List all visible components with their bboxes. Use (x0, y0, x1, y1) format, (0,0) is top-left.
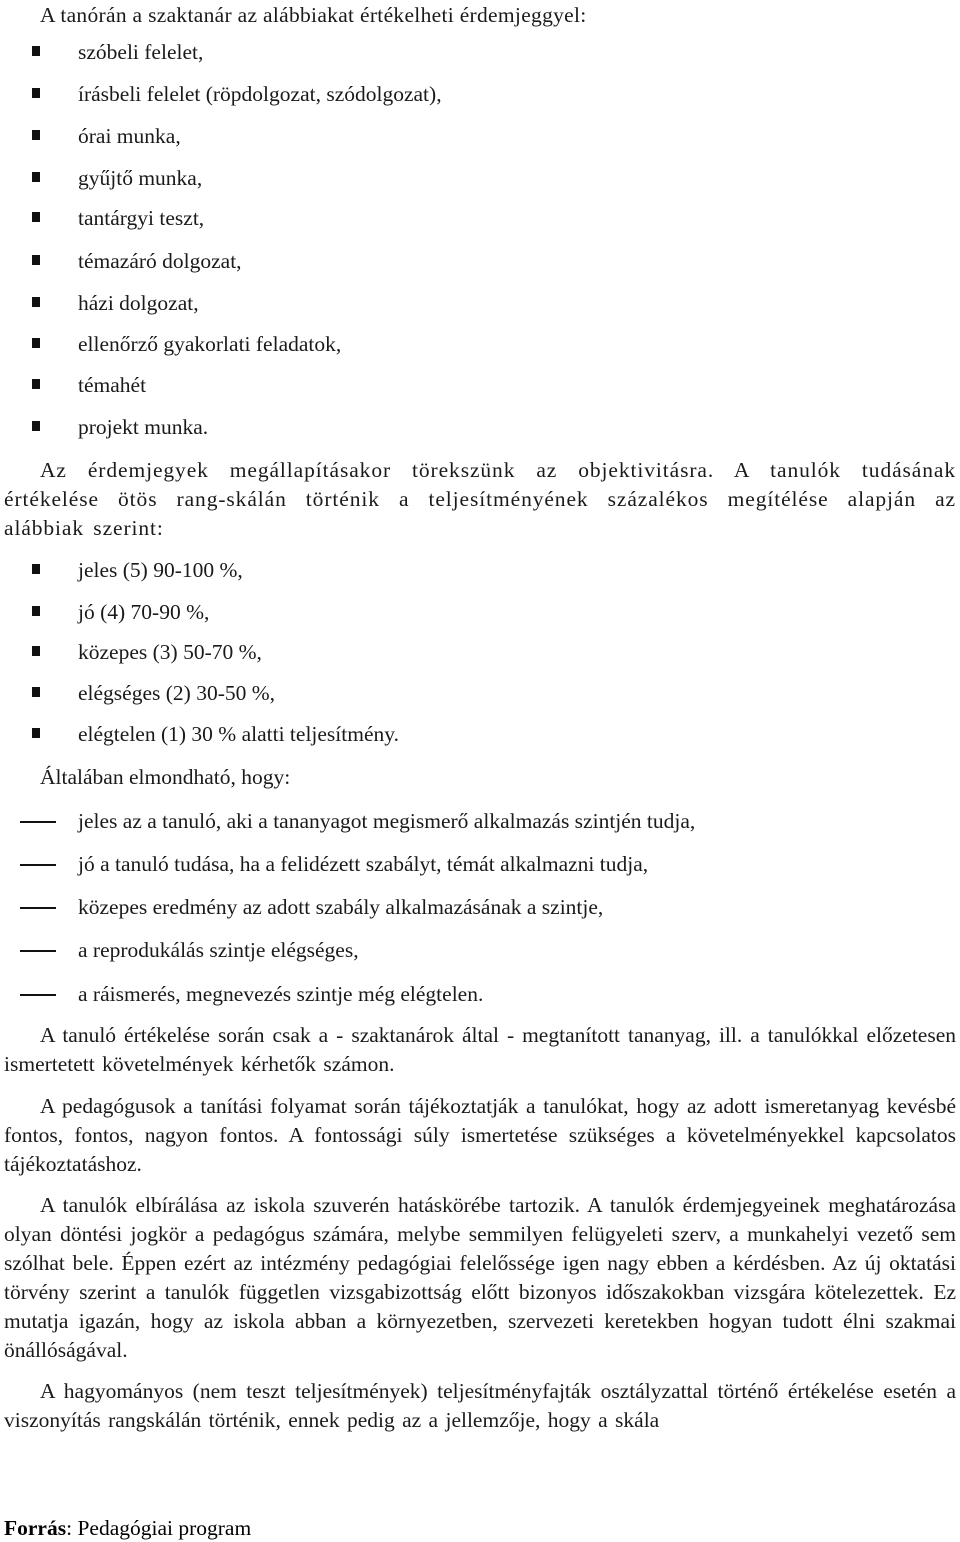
objectivity-line-2: értékelése ötös rang-skálán történik a teljesítményének százalékos megítélése alapján az (4, 487, 956, 511)
importance-paragraph: A pedagógusok a tanítási folyamat során tájékoztatják a tanulókat, hogy az adott ismeretanyag kevésbé fontos, fontos, nagyon fontos. A fontossági súly ismertetése szükséges a követelményekkel kapcsolatos tájékoztatáshoz. (4, 1094, 956, 1176)
square-bullet-icon (32, 421, 40, 431)
objectivity-line-1: Az érdemjegyek megállapításakor törekszünk az objektivitásra. A tanulók tudásának (40, 458, 956, 482)
square-bullet-icon (32, 88, 40, 98)
document-page: A tanórán a szaktanár az alábbiakat értékelheti érdemjeggyel: szóbeli felelet, írásbeli felelet (röpdolgozat, szódolgozat), órai munka, gyűjtő munka, tantárgyi teszt, témazáró dolgozat, házi dolgozat, ellenőrző gyakorlati feladatok, témahét projekt munka. Az érdemjegyek megállapításakor törekszünk az objektivitásra. A tanulók tudásának értékelése ötös rang-skálán történik a teljesítményének százalékos megítélése alapján az alábbiak szerint: jeles (5) 90-100 %, jó (4) 70-90 %, közepes (3) 50-70 %, elégséges (2) 30-50 %, elégtelen (1) 30 % alatti teljesítmény. Általában elmondható, hogy: jeles az a tanuló, aki a tananyagot megismerő alkalmazás szintjén tudja, jó a tanuló tudása, ha a felidézett szabályt, témát alkalmazni tudja, közepes eredmény az adott szabály alkalmazásának a szintje, a reprodukálás szintje elégséges, a ráismerés, megnevezés szintje még elégtelen. A tanuló értékelése során csak a - szaktanárok által - megtanított tananyag, ill. a tanulókkal előzetesen ismertetett követelmények kérhetők számon. A pedagógusok a tanítási folyamat során tájékoztatják a tanulókat, hogy az adott ismeretanyag kevésbé fontos, fontos, nagyon fontos. A fontossági súly ismertetése szükséges a követelményekkel kapcsolatos tájékoztatáshoz. A tanulók elbírálása az iskola szuverén hatáskörébe tartozik. A tanulók érdemjegyeinek meghatározása olyan döntési jogkör a pedagógus számára, melybe semmilyen felügyeleti szerv, a munkahelyi vezető sem szólhat bele. Éppen ezért az intézmény pedagógiai felelőssége igen nagy ebben a kérdésben. Az új oktatási törvény szerint a tanulók független vizsgabizottság előtt bizonyos időszakokban vizsgára kötelezettek. Ez mutatja igazán, hogy az iskola abban a környezetben, szervezeti keretekben hogyan tudott élni szakmai önállóságával. A hagyományos (nem teszt teljesítmények) teljesítményfajták osztályzattal történő értékelése esetén a viszonyítás rangskálán történik, ennek pedig az a jellemzője, hogy a skála Forrás: Pedagógiai program (4, 3, 956, 1540)
dash-bullet-icon (20, 864, 56, 866)
square-bullet-icon (32, 172, 40, 182)
dash-bullet-icon (20, 994, 56, 996)
objectivity-line-3: alábbiak szerint: (4, 516, 164, 540)
general-intro: Általában elmondható, hogy: (40, 765, 291, 789)
dash-bullet-icon (20, 821, 56, 823)
square-bullet-icon (32, 297, 40, 307)
dash-bullet-icon (20, 950, 56, 952)
square-bullet-icon (32, 46, 40, 56)
square-bullet-icon (32, 564, 40, 574)
square-bullet-icon (32, 255, 40, 265)
source-label: Forrás (4, 1516, 67, 1540)
dash-bullet-icon (20, 907, 56, 909)
sovereignty-paragraph: A tanulók elbírálása az iskola szuverén hatáskörébe tartozik. A tanulók érdemjegyeinek meghatározása olyan döntési jogkör a pedagógus számára, melybe semmilyen felügyeleti szerv, a munkahelyi vezető sem szólhat bele. Éppen ezért az intézmény pedagógiai felelőssége igen nagy ebben a kérdésben. Az új oktatási törvény szerint a tanulók független vizsgabizottság előtt bizonyos időszakokban vizsgára kötelezettek. Ez mutatja igazán, hogy az iskola abban a környezetben, szervezeti keretekben hogyan tudott élni szakmai önállóságával. (4, 1193, 956, 1362)
square-bullet-icon (32, 646, 40, 656)
square-bullet-icon (32, 606, 40, 616)
square-bullet-icon (32, 687, 40, 697)
square-bullet-icon (32, 130, 40, 140)
source-text: : Pedagógiai program (66, 1516, 252, 1540)
traditional-paragraph: A hagyományos (nem teszt teljesítmények) teljesítményfajták osztályzattal történő értékelése esetén a viszonyítás rangskálán történik, ennek pedig az a jellemzője, hogy a skála (4, 1379, 956, 1432)
square-bullet-icon (32, 379, 40, 389)
curriculum-paragraph: A tanuló értékelése során csak a - szaktanárok által - megtanított tananyag, ill. a tanulókkal előzetesen ismertetett követelmények kérhetők számon. (4, 1023, 956, 1076)
source-line (4, 1514, 251, 1542)
intro-text: A tanórán a szaktanár az alábbiakat értékelheti érdemjeggyel: (40, 3, 587, 27)
square-bullet-icon (32, 728, 40, 738)
square-bullet-icon (32, 338, 40, 348)
square-bullet-icon (32, 212, 40, 222)
